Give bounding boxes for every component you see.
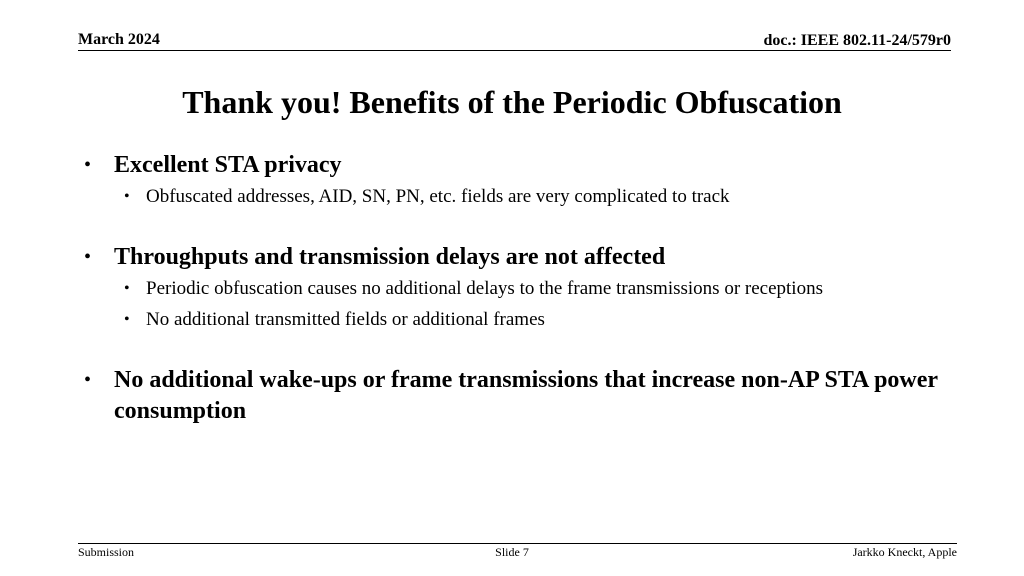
bullet-text: Throughputs and transmission delays are not affected bbox=[114, 244, 666, 270]
sub-bullet-item bbox=[84, 273, 944, 304]
footer-slide-number: Slide 7 bbox=[495, 545, 529, 559]
footer-author: Jarkko Kneckt, Apple bbox=[852, 545, 957, 559]
header-date: March 2024 bbox=[78, 31, 160, 48]
bullet-dot-icon: • bbox=[84, 369, 92, 391]
bullet-item bbox=[84, 365, 944, 427]
header-divider bbox=[78, 50, 951, 51]
bullet-dot-icon: • bbox=[124, 280, 130, 297]
footer-divider bbox=[78, 543, 957, 544]
sub-bullet-item bbox=[84, 181, 944, 212]
slide-title: Thank you! Benefits of the Periodic Obfuscation bbox=[182, 84, 842, 120]
sub-bullet-text: Periodic obfuscation causes no additional delays to the frame transmissions or receptions bbox=[146, 278, 823, 299]
bullet-dot-icon: • bbox=[84, 154, 92, 176]
footer-submission: Submission bbox=[78, 545, 135, 559]
bullet-item bbox=[84, 150, 944, 181]
header-doc-id: doc.: IEEE 802.11-24/579r0 bbox=[763, 32, 951, 49]
bullet-dot-icon: • bbox=[124, 188, 130, 205]
bullet-item bbox=[84, 242, 944, 273]
slide-content bbox=[84, 150, 944, 427]
bullet-dot-icon: • bbox=[84, 246, 92, 268]
bullet-text: No additional wake-ups or frame transmissions that increase non-AP STA power consumption bbox=[114, 367, 938, 424]
sub-bullet-text: No additional transmitted fields or additional frames bbox=[146, 309, 545, 330]
sub-bullet-item bbox=[84, 304, 944, 335]
sub-bullet-text: Obfuscated addresses, AID, SN, PN, etc. fields are very complicated to track bbox=[146, 186, 730, 207]
bullet-dot-icon: • bbox=[124, 311, 130, 328]
bullet-text: Excellent STA privacy bbox=[114, 152, 342, 178]
